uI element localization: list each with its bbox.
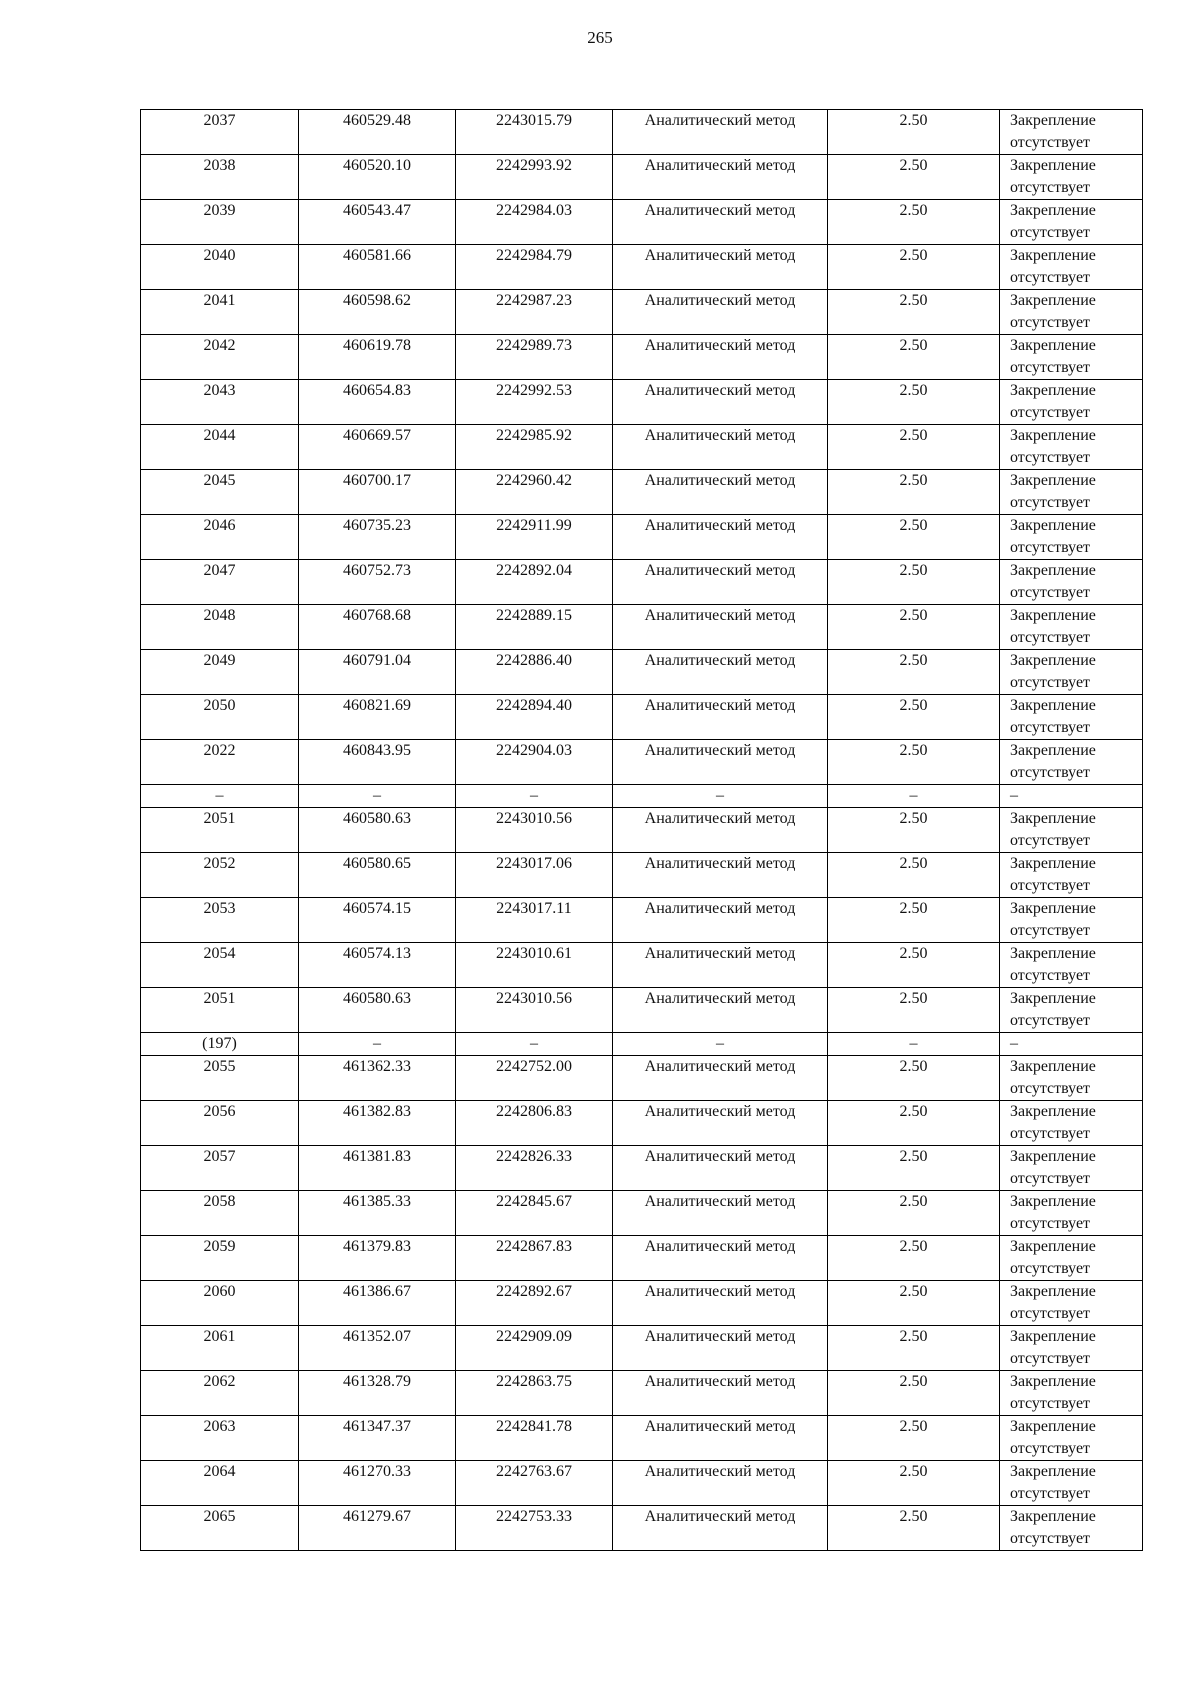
point-number-cell: 2051 (141, 988, 299, 1033)
x-coordinate-cell: 460543.47 (299, 200, 456, 245)
fixing-cell: Закрепление отсутствует (1000, 1056, 1143, 1101)
separator-row (141, 1033, 1143, 1056)
accuracy-cell: 2.50 (828, 650, 1000, 695)
accuracy-cell: 2.50 (828, 1056, 1000, 1101)
table-row (141, 245, 1143, 290)
point-number-cell: 2043 (141, 380, 299, 425)
accuracy-cell: 2.50 (828, 290, 1000, 335)
y-coordinate-cell: 2242987.23 (456, 290, 613, 335)
fixing-cell: Закрепление отсутствует (1000, 1461, 1143, 1506)
table-row (141, 1236, 1143, 1281)
y-coordinate-cell: 2242867.83 (456, 1236, 613, 1281)
table-row (141, 1056, 1143, 1101)
accuracy-cell: 2.50 (828, 245, 1000, 290)
point-number-cell: 2058 (141, 1191, 299, 1236)
method-cell: Аналитический метод (613, 1506, 828, 1551)
y-coordinate-cell: 2242904.03 (456, 740, 613, 785)
x-coordinate-cell: 461328.79 (299, 1371, 456, 1416)
method-cell: Аналитический метод (613, 425, 828, 470)
fixing-cell: Закрепление отсутствует (1000, 515, 1143, 560)
x-coordinate-cell: 460598.62 (299, 290, 456, 335)
point-number-cell: 2062 (141, 1371, 299, 1416)
x-coordinate-cell: 460580.63 (299, 808, 456, 853)
point-number-cell: 2053 (141, 898, 299, 943)
method-cell: Аналитический метод (613, 1191, 828, 1236)
y-coordinate-cell: 2242984.03 (456, 200, 613, 245)
method-cell: Аналитический метод (613, 1281, 828, 1326)
y-coordinate-cell: 2242992.53 (456, 380, 613, 425)
table-body (141, 110, 1143, 1551)
method-cell: – (613, 1033, 828, 1056)
accuracy-cell: 2.50 (828, 943, 1000, 988)
x-coordinate-cell: 460574.13 (299, 943, 456, 988)
fixing-cell: Закрепление отсутствует (1000, 1191, 1143, 1236)
fixing-cell: Закрепление отсутствует (1000, 245, 1143, 290)
point-number-cell: 2049 (141, 650, 299, 695)
table-row (141, 1281, 1143, 1326)
x-coordinate-cell: 460654.83 (299, 380, 456, 425)
accuracy-cell: 2.50 (828, 200, 1000, 245)
point-number-cell: 2065 (141, 1506, 299, 1551)
point-number-cell: 2051 (141, 808, 299, 853)
y-coordinate-cell: 2242892.04 (456, 560, 613, 605)
y-coordinate-cell: 2242763.67 (456, 1461, 613, 1506)
table-row (141, 290, 1143, 335)
x-coordinate-cell: 460700.17 (299, 470, 456, 515)
accuracy-cell: 2.50 (828, 110, 1000, 155)
method-cell: Аналитический метод (613, 290, 828, 335)
fixing-cell: Закрепление отсутствует (1000, 1236, 1143, 1281)
accuracy-cell: 2.50 (828, 898, 1000, 943)
method-cell: – (613, 785, 828, 808)
y-coordinate-cell: 2242826.33 (456, 1146, 613, 1191)
table-row (141, 200, 1143, 245)
y-coordinate-cell: 2242806.83 (456, 1101, 613, 1146)
accuracy-cell: 2.50 (828, 1281, 1000, 1326)
method-cell: Аналитический метод (613, 1371, 828, 1416)
fixing-cell: Закрепление отсутствует (1000, 808, 1143, 853)
point-number-cell: 2040 (141, 245, 299, 290)
point-number-cell: 2050 (141, 695, 299, 740)
point-number-cell: 2038 (141, 155, 299, 200)
y-coordinate-cell: 2242989.73 (456, 335, 613, 380)
table-row (141, 853, 1143, 898)
page-number: 265 (587, 28, 613, 47)
fixing-cell: Закрепление отсутствует (1000, 740, 1143, 785)
fixing-cell: Закрепление отсутствует (1000, 988, 1143, 1033)
table-row (141, 808, 1143, 853)
table-row (141, 1146, 1143, 1191)
accuracy-cell: 2.50 (828, 695, 1000, 740)
x-coordinate-cell: 461270.33 (299, 1461, 456, 1506)
method-cell: Аналитический метод (613, 988, 828, 1033)
method-cell: Аналитический метод (613, 1326, 828, 1371)
method-cell: Аналитический метод (613, 155, 828, 200)
y-coordinate-cell: 2242752.00 (456, 1056, 613, 1101)
fixing-cell: Закрепление отсутствует (1000, 425, 1143, 470)
table-row (141, 1371, 1143, 1416)
y-coordinate-cell: 2243010.56 (456, 988, 613, 1033)
method-cell: Аналитический метод (613, 515, 828, 560)
accuracy-cell: 2.50 (828, 605, 1000, 650)
table-row (141, 425, 1143, 470)
x-coordinate-cell: 460821.69 (299, 695, 456, 740)
y-coordinate-cell: – (456, 1033, 613, 1056)
fixing-cell: – (1000, 785, 1143, 808)
table-row (141, 695, 1143, 740)
table-row (141, 898, 1143, 943)
accuracy-cell: 2.50 (828, 155, 1000, 200)
x-coordinate-cell: 461385.33 (299, 1191, 456, 1236)
y-coordinate-cell: – (456, 785, 613, 808)
y-coordinate-cell: 2243010.56 (456, 808, 613, 853)
table-row (141, 943, 1143, 988)
method-cell: Аналитический метод (613, 740, 828, 785)
y-coordinate-cell: 2242894.40 (456, 695, 613, 740)
point-number-cell: 2064 (141, 1461, 299, 1506)
fixing-cell: Закрепление отсутствует (1000, 1281, 1143, 1326)
x-coordinate-cell: 460791.04 (299, 650, 456, 695)
y-coordinate-cell: 2242845.67 (456, 1191, 613, 1236)
accuracy-cell: 2.50 (828, 988, 1000, 1033)
table-row (141, 740, 1143, 785)
accuracy-cell: 2.50 (828, 1191, 1000, 1236)
x-coordinate-cell: 460843.95 (299, 740, 456, 785)
y-coordinate-cell: 2243017.06 (456, 853, 613, 898)
point-number-cell: 2048 (141, 605, 299, 650)
x-coordinate-cell: 460580.65 (299, 853, 456, 898)
accuracy-cell: 2.50 (828, 1416, 1000, 1461)
table-row (141, 1416, 1143, 1461)
x-coordinate-cell: 461352.07 (299, 1326, 456, 1371)
y-coordinate-cell: 2242960.42 (456, 470, 613, 515)
accuracy-cell: 2.50 (828, 1371, 1000, 1416)
method-cell: Аналитический метод (613, 808, 828, 853)
table-row (141, 515, 1143, 560)
point-number-cell: (197) (141, 1033, 299, 1056)
accuracy-cell: 2.50 (828, 740, 1000, 785)
fixing-cell: Закрепление отсутствует (1000, 380, 1143, 425)
point-number-cell: 2059 (141, 1236, 299, 1281)
method-cell: Аналитический метод (613, 853, 828, 898)
y-coordinate-cell: 2242841.78 (456, 1416, 613, 1461)
method-cell: Аналитический метод (613, 695, 828, 740)
accuracy-cell: 2.50 (828, 1326, 1000, 1371)
accuracy-cell: – (828, 785, 1000, 808)
x-coordinate-cell: 460735.23 (299, 515, 456, 560)
method-cell: Аналитический метод (613, 898, 828, 943)
fixing-cell: Закрепление отсутствует (1000, 898, 1143, 943)
y-coordinate-cell: 2242892.67 (456, 1281, 613, 1326)
fixing-cell: Закрепление отсутствует (1000, 155, 1143, 200)
point-number-cell: 2063 (141, 1416, 299, 1461)
point-number-cell: 2055 (141, 1056, 299, 1101)
point-number-cell: 2041 (141, 290, 299, 335)
table-row (141, 110, 1143, 155)
y-coordinate-cell: 2242984.79 (456, 245, 613, 290)
method-cell: Аналитический метод (613, 470, 828, 515)
fixing-cell: Закрепление отсутствует (1000, 1326, 1143, 1371)
fixing-cell: Закрепление отсутствует (1000, 470, 1143, 515)
method-cell: Аналитический метод (613, 1461, 828, 1506)
y-coordinate-cell: 2242985.92 (456, 425, 613, 470)
x-coordinate-cell: – (299, 1033, 456, 1056)
x-coordinate-cell: 461279.67 (299, 1506, 456, 1551)
accuracy-cell: 2.50 (828, 1461, 1000, 1506)
x-coordinate-cell: 461382.83 (299, 1101, 456, 1146)
point-number-cell: 2052 (141, 853, 299, 898)
y-coordinate-cell: 2242909.09 (456, 1326, 613, 1371)
fixing-cell: Закрепление отсутствует (1000, 1101, 1143, 1146)
fixing-cell: Закрепление отсутствует (1000, 650, 1143, 695)
accuracy-cell: 2.50 (828, 560, 1000, 605)
x-coordinate-cell: 460529.48 (299, 110, 456, 155)
accuracy-cell: 2.50 (828, 515, 1000, 560)
table-row (141, 605, 1143, 650)
y-coordinate-cell: 2243017.11 (456, 898, 613, 943)
point-number-cell: 2045 (141, 470, 299, 515)
method-cell: Аналитический метод (613, 560, 828, 605)
table-row (141, 470, 1143, 515)
fixing-cell: Закрепление отсутствует (1000, 200, 1143, 245)
point-number-cell: – (141, 785, 299, 808)
point-number-cell: 2037 (141, 110, 299, 155)
accuracy-cell: 2.50 (828, 380, 1000, 425)
y-coordinate-cell: 2242753.33 (456, 1506, 613, 1551)
method-cell: Аналитический метод (613, 200, 828, 245)
table-row (141, 988, 1143, 1033)
accuracy-cell: – (828, 1033, 1000, 1056)
method-cell: Аналитический метод (613, 1236, 828, 1281)
x-coordinate-cell: 460619.78 (299, 335, 456, 380)
y-coordinate-cell: 2242993.92 (456, 155, 613, 200)
x-coordinate-cell: 460520.10 (299, 155, 456, 200)
point-number-cell: 2054 (141, 943, 299, 988)
x-coordinate-cell: 461362.33 (299, 1056, 456, 1101)
separator-row (141, 785, 1143, 808)
fixing-cell: Закрепление отсутствует (1000, 1146, 1143, 1191)
table-row (141, 380, 1143, 425)
point-number-cell: 2042 (141, 335, 299, 380)
fixing-cell: Закрепление отсутствует (1000, 110, 1143, 155)
y-coordinate-cell: 2242863.75 (456, 1371, 613, 1416)
method-cell: Аналитический метод (613, 650, 828, 695)
method-cell: Аналитический метод (613, 380, 828, 425)
table-row (141, 650, 1143, 695)
accuracy-cell: 2.50 (828, 853, 1000, 898)
x-coordinate-cell: – (299, 785, 456, 808)
table-row (141, 1461, 1143, 1506)
point-number-cell: 2044 (141, 425, 299, 470)
method-cell: Аналитический метод (613, 335, 828, 380)
accuracy-cell: 2.50 (828, 808, 1000, 853)
accuracy-cell: 2.50 (828, 1146, 1000, 1191)
method-cell: Аналитический метод (613, 110, 828, 155)
accuracy-cell: 2.50 (828, 1506, 1000, 1551)
y-coordinate-cell: 2242911.99 (456, 515, 613, 560)
point-number-cell: 2039 (141, 200, 299, 245)
method-cell: Аналитический метод (613, 245, 828, 290)
method-cell: Аналитический метод (613, 605, 828, 650)
fixing-cell: Закрепление отсутствует (1000, 605, 1143, 650)
table-row (141, 335, 1143, 380)
method-cell: Аналитический метод (613, 1056, 828, 1101)
method-cell: Аналитический метод (613, 1101, 828, 1146)
method-cell: Аналитический метод (613, 1146, 828, 1191)
x-coordinate-cell: 461381.83 (299, 1146, 456, 1191)
x-coordinate-cell: 461379.83 (299, 1236, 456, 1281)
point-number-cell: 2046 (141, 515, 299, 560)
x-coordinate-cell: 460669.57 (299, 425, 456, 470)
fixing-cell: Закрепление отсутствует (1000, 335, 1143, 380)
method-cell: Аналитический метод (613, 1416, 828, 1461)
point-number-cell: 2056 (141, 1101, 299, 1146)
point-number-cell: 2061 (141, 1326, 299, 1371)
fixing-cell: Закрепление отсутствует (1000, 943, 1143, 988)
point-number-cell: 2022 (141, 740, 299, 785)
y-coordinate-cell: 2242886.40 (456, 650, 613, 695)
coordinates-table (140, 109, 1143, 1551)
x-coordinate-cell: 460580.63 (299, 988, 456, 1033)
fixing-cell: Закрепление отсутствует (1000, 290, 1143, 335)
method-cell: Аналитический метод (613, 943, 828, 988)
fixing-cell: Закрепление отсутствует (1000, 1506, 1143, 1551)
table-row (141, 1101, 1143, 1146)
y-coordinate-cell: 2243010.61 (456, 943, 613, 988)
x-coordinate-cell: 460574.15 (299, 898, 456, 943)
fixing-cell: – (1000, 1033, 1143, 1056)
x-coordinate-cell: 460581.66 (299, 245, 456, 290)
fixing-cell: Закрепление отсутствует (1000, 853, 1143, 898)
y-coordinate-cell: 2242889.15 (456, 605, 613, 650)
fixing-cell: Закрепление отсутствует (1000, 560, 1143, 605)
x-coordinate-cell: 461386.67 (299, 1281, 456, 1326)
table-row (141, 560, 1143, 605)
y-coordinate-cell: 2243015.79 (456, 110, 613, 155)
fixing-cell: Закрепление отсутствует (1000, 1371, 1143, 1416)
accuracy-cell: 2.50 (828, 335, 1000, 380)
table-row (141, 155, 1143, 200)
table-row (141, 1506, 1143, 1551)
accuracy-cell: 2.50 (828, 1236, 1000, 1281)
table-row (141, 1326, 1143, 1371)
point-number-cell: 2060 (141, 1281, 299, 1326)
fixing-cell: Закрепление отсутствует (1000, 1416, 1143, 1461)
table-row (141, 1191, 1143, 1236)
point-number-cell: 2057 (141, 1146, 299, 1191)
accuracy-cell: 2.50 (828, 425, 1000, 470)
point-number-cell: 2047 (141, 560, 299, 605)
x-coordinate-cell: 460752.73 (299, 560, 456, 605)
fixing-cell: Закрепление отсутствует (1000, 695, 1143, 740)
accuracy-cell: 2.50 (828, 1101, 1000, 1146)
accuracy-cell: 2.50 (828, 470, 1000, 515)
x-coordinate-cell: 461347.37 (299, 1416, 456, 1461)
x-coordinate-cell: 460768.68 (299, 605, 456, 650)
